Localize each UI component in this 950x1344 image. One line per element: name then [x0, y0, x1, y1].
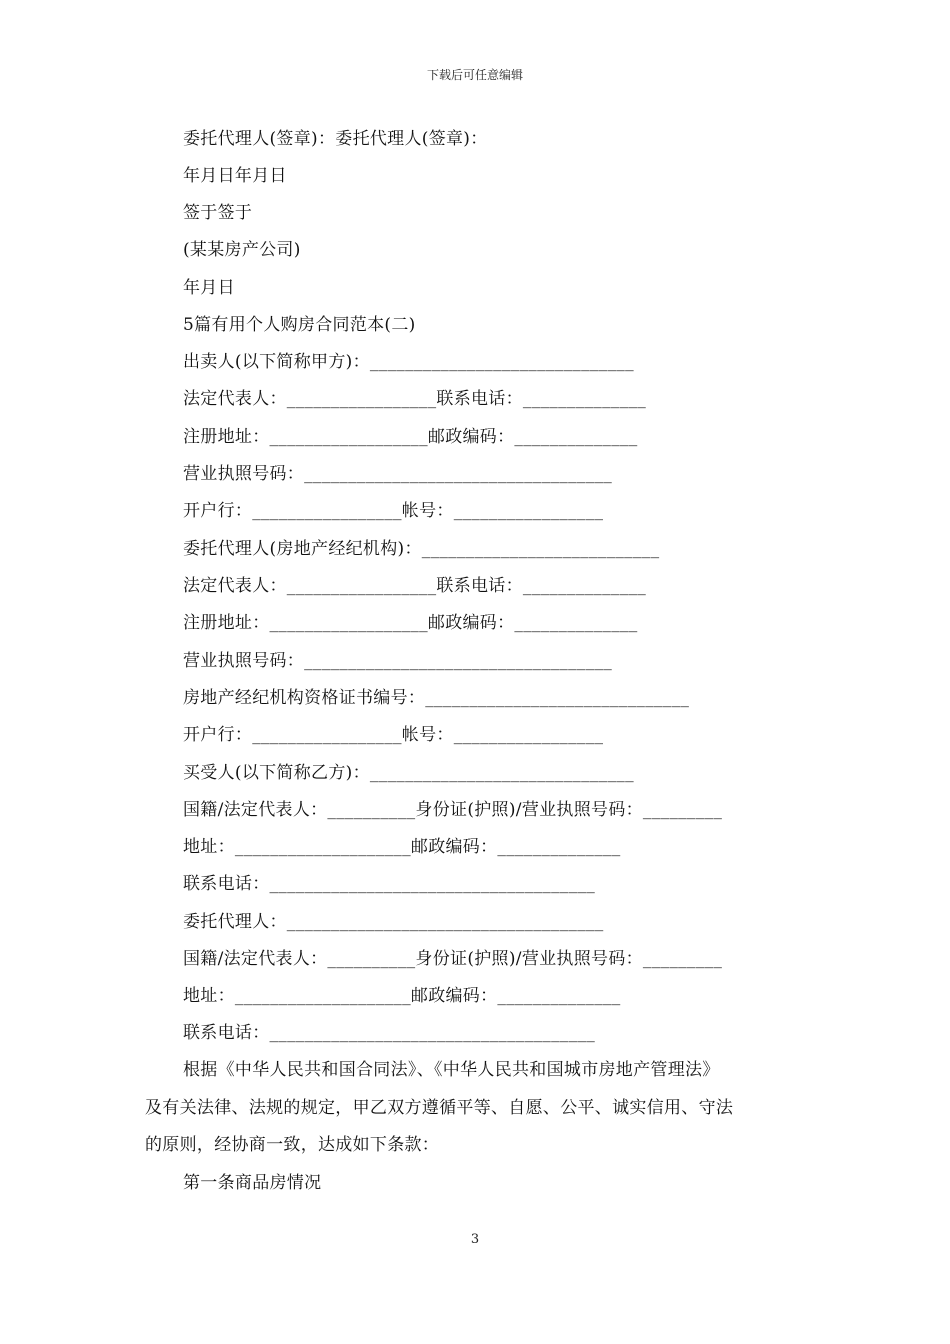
- field-line: 开户行：_________________帐号：_________________: [183, 725, 604, 745]
- text-line: 年月日年月日: [183, 166, 287, 186]
- field-line: 地址：____________________邮政编码：______________: [183, 837, 621, 857]
- article-heading: 第一条商品房情况: [183, 1173, 322, 1193]
- field-line: 房地产经纪机构资格证书编号：______________________________: [183, 688, 690, 708]
- field-line: 联系电话：_____________________________________: [183, 1023, 596, 1043]
- field-line: 出卖人(以下简称甲方)：______________________________: [183, 352, 634, 372]
- field-line: 委托代理人(房地产经纪机构)：___________________________: [183, 539, 660, 559]
- paragraph-line: 的原则，经协商一致，达成如下条款：: [145, 1135, 440, 1155]
- field-line: 法定代表人：_________________联系电话：______________: [183, 389, 647, 409]
- field-line: 国籍/法定代表人：__________身份证(护照)/营业执照号码：_________: [183, 800, 723, 820]
- field-line: 国籍/法定代表人：__________身份证(护照)/营业执照号码：_________: [183, 949, 723, 969]
- field-line: 营业执照号码：___________________________________: [183, 464, 613, 484]
- field-line: 注册地址：__________________邮政编码：______________: [183, 427, 638, 447]
- field-line: 注册地址：__________________邮政编码：______________: [183, 613, 638, 633]
- text-line: (某某房产公司): [183, 240, 301, 260]
- field-line: 联系电话：_____________________________________: [183, 874, 596, 894]
- field-line: 开户行：_________________帐号：_________________: [183, 501, 604, 521]
- field-line: 营业执照号码：___________________________________: [183, 651, 613, 671]
- page-number: 3: [470, 1232, 480, 1247]
- field-line: 委托代理人：____________________________________: [183, 912, 604, 932]
- text-line: 年月日: [183, 278, 235, 298]
- text-line: 委托代理人(签章)：委托代理人(签章)：: [183, 129, 488, 149]
- page-header: 下载后可任意编辑: [426, 68, 523, 82]
- paragraph-line: 及有关法律、法规的规定，甲乙双方遵循平等、自愿、公平、诚实信用、守法: [145, 1098, 734, 1118]
- field-line: 地址：____________________邮政编码：______________: [183, 986, 621, 1006]
- text-line: 签于签于: [183, 203, 253, 223]
- section-title: 5篇有用个人购房合同范本(二): [183, 315, 416, 335]
- field-line: 法定代表人：_________________联系电话：______________: [183, 576, 647, 596]
- paragraph-line: 根据《中华人民共和国合同法》、《中华人民共和国城市房地产管理法》: [183, 1060, 720, 1080]
- field-line: 买受人(以下简称乙方)：______________________________: [183, 763, 634, 783]
